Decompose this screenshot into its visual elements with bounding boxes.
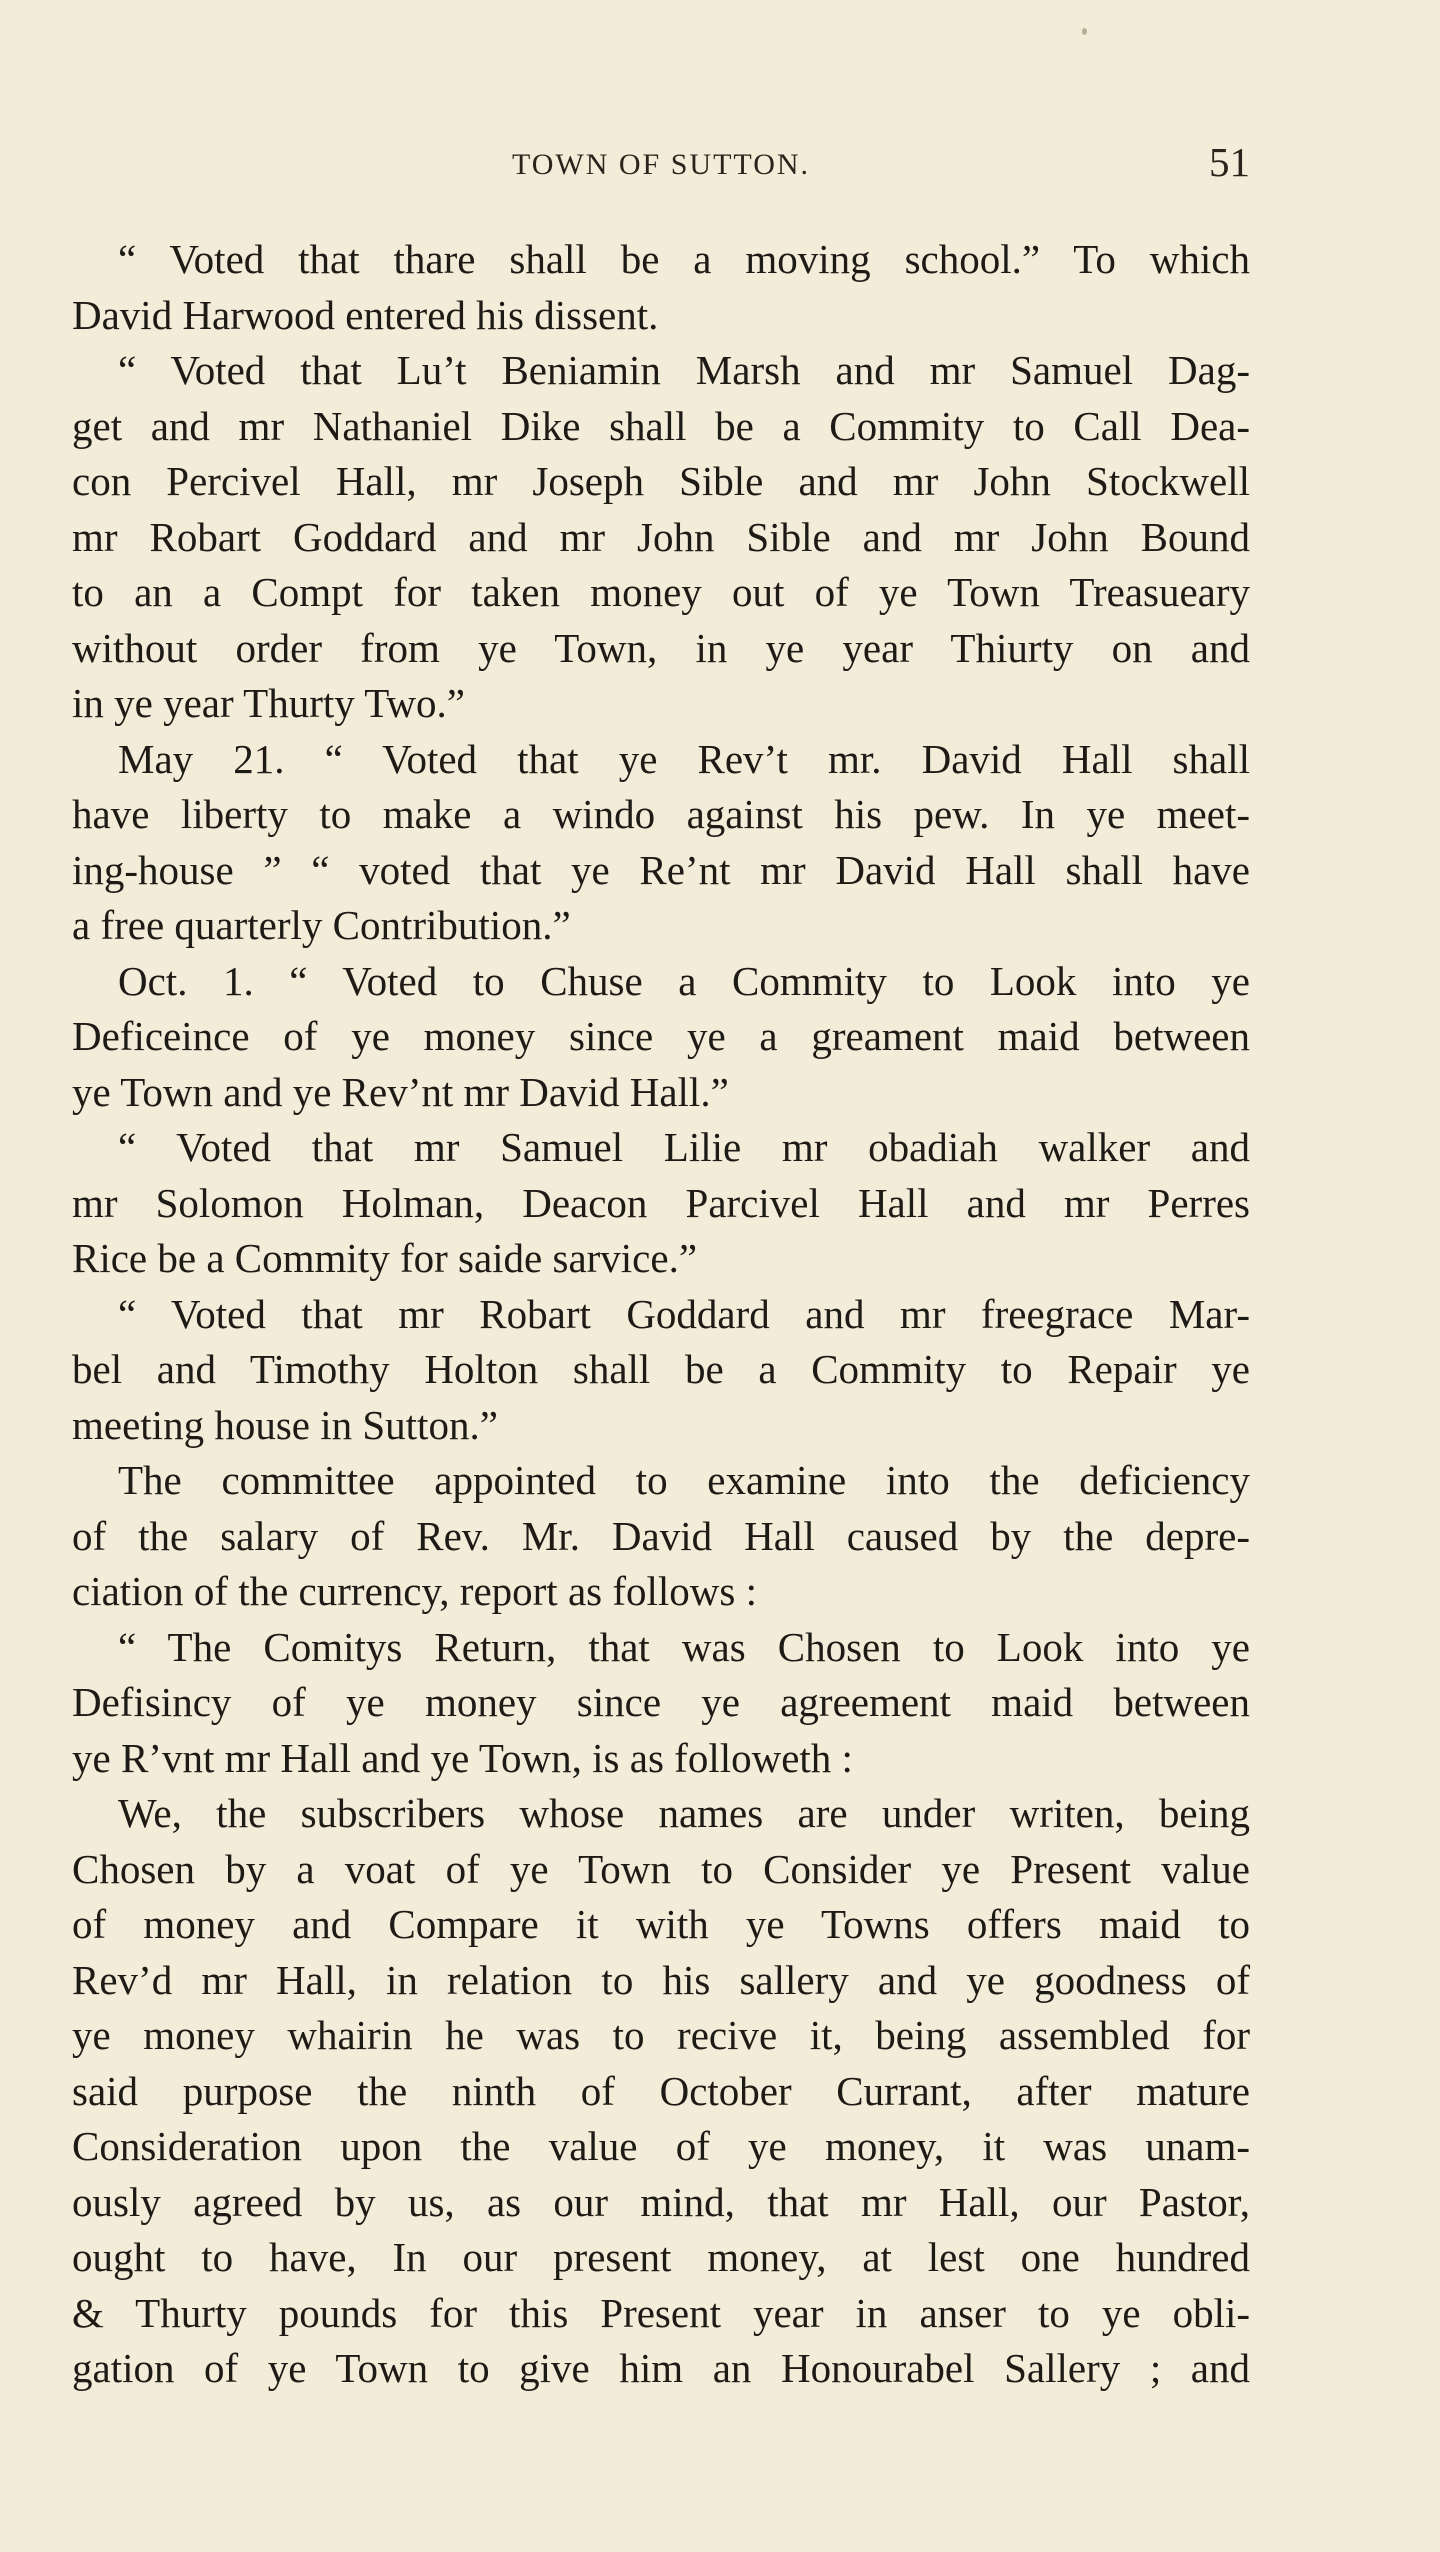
text-line: Defisincy of ye money since ye agreement maid between (72, 1679, 1250, 1725)
text-line: Rev’d mr Hall, in relation to his sallery and ye goodness of (72, 1956, 1250, 2003)
text-line: Oct. 1. “ Voted to Chuse a Commity to Look into ye (118, 957, 1250, 1004)
body-text (72, 232, 1250, 2397)
text-line: The committee appointed to examine into the deficiency (118, 1457, 1250, 1503)
page-header (72, 138, 1250, 198)
text-line: without order from ye Town, in ye year Thiurty on and (72, 624, 1250, 671)
text-line: Consideration upon the value of ye money, it was unam- (72, 2123, 1250, 2169)
text-line: of money and Compare it with ye Towns offers maid to (72, 1901, 1250, 1947)
text-line: “ Voted that mr Robart Goddard and mr freegrace Mar- (118, 1290, 1250, 1337)
text-line: of the salary of Rev. Mr. David Hall caused by the depre- (72, 1512, 1250, 1559)
text-line: ought to have, In our present money, at lest one hundred (72, 2234, 1250, 2280)
text-line: ye R’vnt mr Hall and ye Town, is as followeth : (72, 1734, 853, 1781)
text-line: We, the subscribers whose names are under writen, being (118, 1790, 1250, 1836)
text-line: May 21. “ Voted that ye Rev’t mr. David Hall shall (118, 735, 1250, 782)
text-line: ye money whairin he was to recive it, being assembled for (72, 2012, 1250, 2058)
text-line: “ Voted that Lu’t Beniamin Marsh and mr Samuel Dag- (118, 347, 1250, 393)
text-line: & Thurty pounds for this Present year in anser to ye obli- (72, 2289, 1250, 2336)
text-line: meeting house in Sutton.” (72, 1401, 498, 1448)
text-line: bel and Timothy Holton shall be a Commity to Repair ye (72, 1346, 1250, 1392)
text-line: mr Robart Goddard and mr John Sible and mr John Bound (72, 513, 1250, 560)
text-line: Chosen by a voat of ye Town to Consider ye Present value (72, 1845, 1250, 1892)
text-line: ciation of the currency, report as follows : (72, 1568, 757, 1614)
text-line: Rice be a Commity for saide sarvice.” (72, 1235, 698, 1281)
text-line: “ Voted that mr Samuel Lilie mr obadiah walker and (118, 1124, 1250, 1170)
paper-speck (1082, 28, 1087, 35)
text-line: have liberty to make a windo against his pew. In ye meet- (72, 791, 1250, 837)
text-line: con Percivel Hall, mr Joseph Sible and mr John Stockwell (72, 458, 1250, 504)
text-line: said purpose the ninth of October Currant, after mature (72, 2067, 1250, 2114)
text-line: to an a Compt for taken money out of ye Town Treasueary (72, 569, 1250, 615)
running-head: TOWN OF SUTTON. (511, 148, 811, 181)
text-line: “ Voted that thare shall be a moving school.” To which (118, 236, 1250, 282)
text-line: ously agreed by us, as our mind, that mr Hall, our Pastor, (72, 2178, 1250, 2225)
text-line: a free quarterly Contribution.” (72, 902, 571, 948)
text-line: get and mr Nathaniel Dike shall be a Commity to Call Dea- (72, 402, 1250, 449)
page-number: 51 (1209, 139, 1250, 185)
text-line: “ The Comitys Return, that was Chosen to Look into ye (118, 1623, 1250, 1670)
text-line: David Harwood entered his dissent. (72, 291, 659, 338)
text-line: mr Solomon Holman, Deacon Parcivel Hall and mr Perres (72, 1179, 1250, 1226)
text-line: ye Town and ye Rev’nt mr David Hall.” (72, 1068, 729, 1115)
text-line: gation of ye Town to give him an Honourabel Sallery ; and (72, 2345, 1250, 2391)
text-line: Deficeince of ye money since ye a greament maid between (72, 1013, 1250, 1059)
text-line: ing-house ” “ voted that ye Re’nt mr David Hall shall have (72, 846, 1250, 893)
text-line: in ye year Thurty Two.” (72, 680, 465, 726)
